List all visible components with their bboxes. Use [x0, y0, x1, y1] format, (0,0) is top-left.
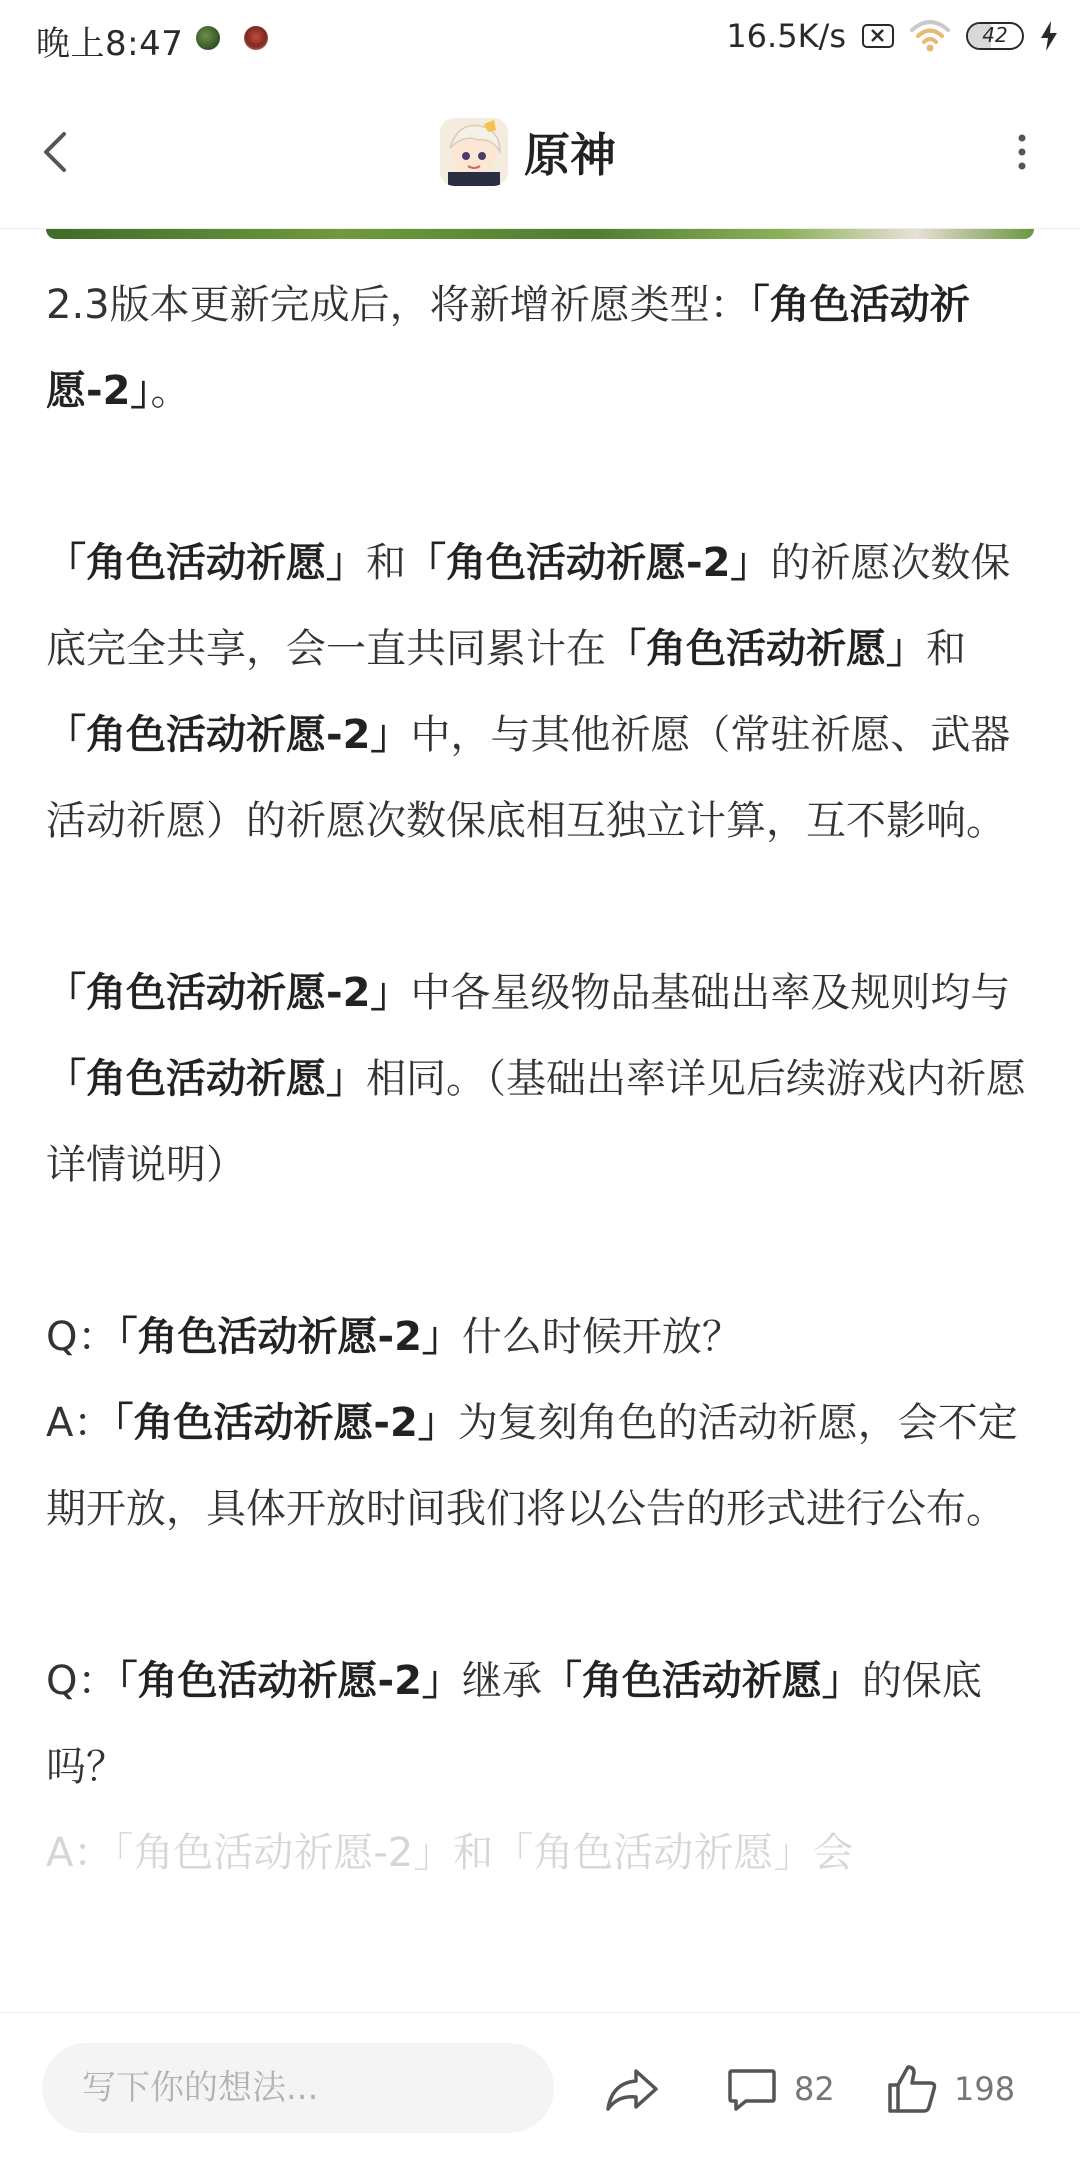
- highlight-term: 「角色活动祈愿-2」: [46, 712, 411, 758]
- more-vertical-icon: [994, 122, 1050, 182]
- likes-count: 198: [954, 2070, 1016, 2108]
- article-banner-image: [46, 229, 1034, 239]
- network-speed: 16.5K/s: [726, 17, 846, 55]
- back-arrow-icon: [30, 122, 90, 182]
- highlight-term: 「角色活动祈愿」: [46, 1056, 366, 1102]
- highlight-term: 「角色活动祈愿-2」: [117, 1314, 462, 1360]
- notification-app-icon: [244, 26, 268, 50]
- thumbs-up-icon: [884, 2061, 940, 2117]
- comments-button[interactable]: [724, 2057, 835, 2121]
- sim-off-icon: [862, 24, 894, 48]
- comment-input[interactable]: [42, 2043, 554, 2133]
- status-indicators: [726, 14, 1058, 58]
- notification-app-icon: [196, 26, 220, 50]
- share-button[interactable]: [600, 2057, 664, 2121]
- status-bar: [0, 0, 1080, 76]
- highlight-term: 「角色活动祈愿-2」: [117, 1658, 462, 1704]
- highlight-term: 「角色活动祈愿-2」: [113, 1400, 458, 1446]
- charging-icon: [1040, 21, 1058, 51]
- paragraph: 2.3版本更新完成后，将新增祈愿类型：「角色活动祈愿-2」。: [46, 282, 970, 414]
- back-button[interactable]: [30, 122, 90, 182]
- faq-question: Q：「角色活动祈愿-2」继承「角色活动祈愿」的保底吗？: [46, 1658, 982, 1790]
- page-title-group: [440, 116, 616, 188]
- highlight-term: 「角色活动祈愿」: [46, 540, 366, 586]
- highlight-term: 「角色活动祈愿」: [606, 626, 926, 672]
- like-button[interactable]: [884, 2057, 1015, 2121]
- app-header: [0, 76, 1080, 229]
- highlight-term: 「角色活动祈愿-2」: [406, 540, 771, 586]
- paragraph: 「角色活动祈愿」和「角色活动祈愿-2」的祈愿次数保底完全共享，会一直共同累计在「角色活动祈愿」和「角色活动祈愿-2」中，与其他祈愿（常驻祈愿、武器活动祈愿）的祈愿次数保底相互独立计算，互不影响。: [46, 540, 1011, 844]
- comment-icon: [724, 2061, 780, 2117]
- wifi-icon: [910, 20, 950, 52]
- battery-label: 42: [982, 23, 1008, 47]
- faq-answer: A：「角色活动祈愿-2」为复刻角色的活动祈愿，会不定期开放，具体开放时间我们将以公告的形式进行公布。: [46, 1400, 1018, 1532]
- bottom-action-bar: [0, 2012, 1080, 2161]
- article-body: [46, 262, 1040, 1896]
- share-icon: [600, 2057, 664, 2121]
- more-button[interactable]: [994, 122, 1050, 182]
- battery-icon: [966, 22, 1024, 50]
- page-title: 原神: [524, 128, 616, 182]
- comments-count: 82: [794, 2070, 835, 2108]
- highlight-term: 「角色活动祈愿」: [541, 1658, 862, 1704]
- app-avatar-icon: [440, 118, 508, 186]
- faq-question: Q：「角色活动祈愿-2」什么时候开放？: [46, 1314, 742, 1360]
- status-time: 晚上8:47: [36, 24, 184, 64]
- highlight-term: 「角色活动祈愿-2」: [46, 282, 970, 414]
- faq-answer-partial: A：「角色活动祈愿-2」和「角色活动祈愿」会: [46, 1830, 854, 1876]
- highlight-term: 「角色活动祈愿-2」: [46, 970, 411, 1016]
- paragraph: 「角色活动祈愿-2」中各星级物品基础出率及规则均与「角色活动祈愿」相同。（基础出率详见后续游戏内祈愿详情说明）: [46, 970, 1026, 1188]
